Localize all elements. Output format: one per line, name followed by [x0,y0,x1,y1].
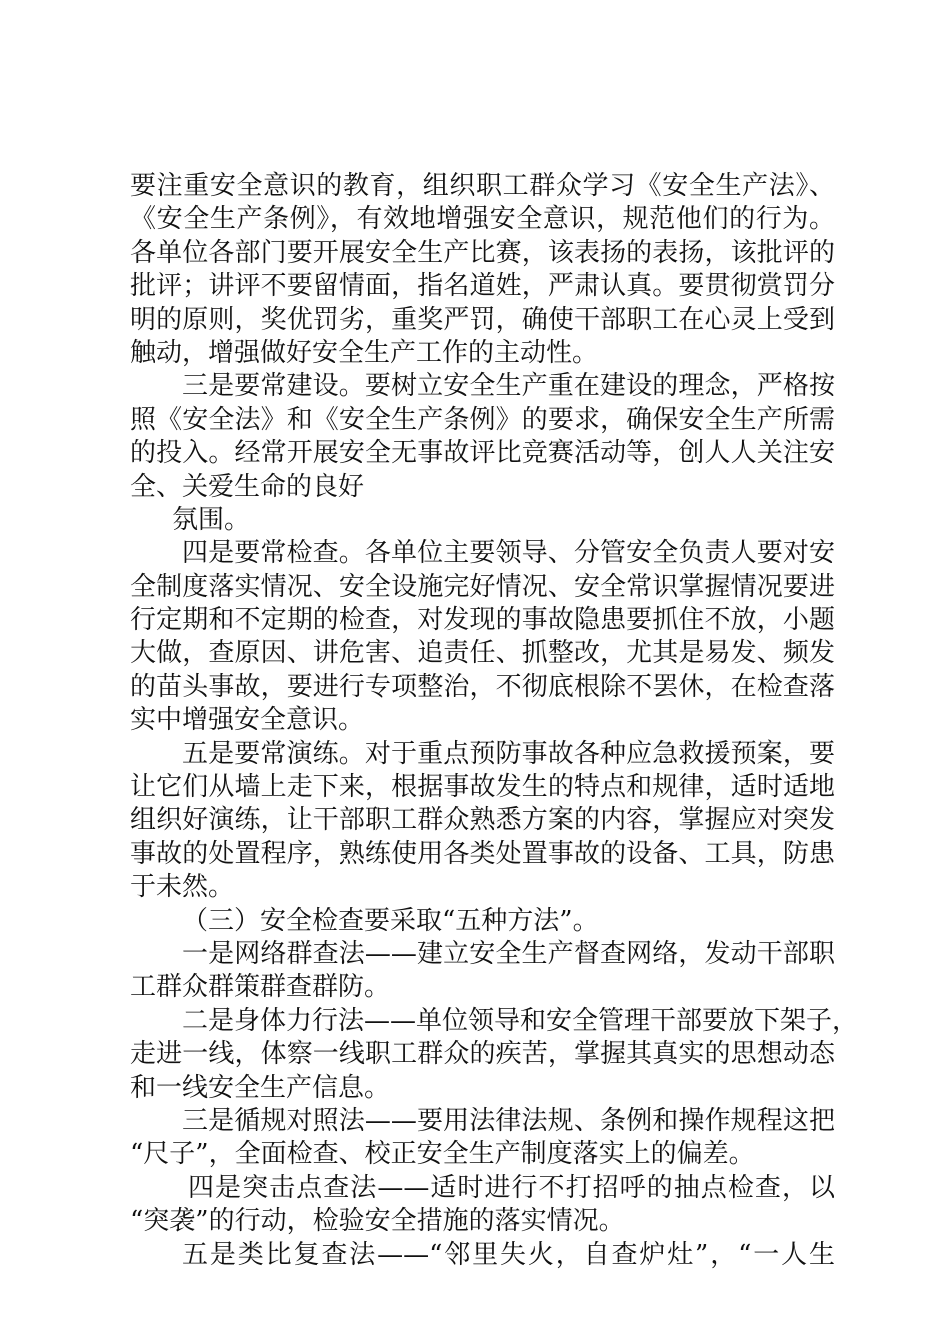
text-line: 三是循规对照法——要用法律法规、条例和操作规程这把 [182,1105,835,1136]
text-line: 走进一线，体察一线职工群众的疾苦，掌握其真实的思想动态 [130,1039,835,1070]
text-line: 四是要常检查。各单位主要领导、分管安全负责人要对安 [182,538,835,569]
text-line: 触动，增强做好安全生产工作的主动性。 [130,337,599,368]
text-line: 全制度落实情况、安全设施完好情况、安全常识掌握情况要进 [130,571,835,602]
text-line: 五是类比复查法——“邻里失火，自查炉灶”，“一人生 [182,1239,835,1270]
text-line: 要注重安全意识的教育，组织职工群众学习《安全生产法》、 [130,171,835,201]
text-line: 行定期和不定期的检查，对发现的事故隐患要抓住不放，小题 [130,605,835,636]
text-line: “尺子”，全面检查、校正安全生产制度落实上的偏差。 [130,1139,755,1170]
text-line: 和一线安全生产信息。 [130,1072,391,1103]
text-line: 让它们从墙上走下来，根据事故发生的特点和规律，适时适地 [130,772,835,803]
text-line: 的投入。经常开展安全无事故评比竞赛活动等，创人人关注安 [130,438,835,469]
text-line: 事故的处置程序，熟练使用各类处置事故的设备、工具，防患 [130,838,835,869]
text-line: 明的原则，奖优罚劣，重奖严罚，确使干部职工在心灵上受到 [130,304,835,335]
text-line: 各单位各部门要开展安全生产比赛，该表扬的表扬，该批评的 [130,237,835,268]
section-heading: （三）安全检查要采取“五种方法”。 [182,905,599,936]
text-line: 工群众群策群查群防。 [130,972,391,1003]
text-line: 于未然。 [130,872,235,903]
text-line: 批评；讲评不要留情面，指名道姓，严肃认真。要贯彻赏罚分 [130,271,835,302]
text-line: 组织好演练，让干部职工群众熟悉方案的内容，掌握应对突发 [130,805,835,836]
body-text [130,170,859,1272]
text-line: 氛围。 [172,504,251,535]
text-line: 全、关爱生命的良好 [130,471,365,502]
text-line: 一是网络群查法——建立安全生产督查网络，发动干部职 [182,938,835,969]
text-line: 五是要常演练。对于重点预防事故各种应急救援预案，要 [182,738,835,769]
text-line: 大做，查原因、讲危害、追责任、抓整改，尤其是易发、频发 [130,638,835,669]
text-line: 的苗头事故，要进行专项整治，不彻底根除不罢休，在检查落 [130,671,835,702]
text-line: 实中增强安全意识。 [130,705,365,736]
text-line: 二是身体力行法——单位领导和安全管理干部要放下架子， [182,1005,859,1036]
text-line: 四是突击点查法——适时进行不打招呼的抽点检查，以 [188,1172,835,1203]
text-line: “突袭”的行动，检验安全措施的落实情况。 [130,1206,625,1237]
text-line: 《安全生产条例》，有效地增强安全意识，规范他们的行为。 [130,204,835,235]
text-line: 照《安全法》和《安全生产条例》的要求，确保安全生产所需 [130,404,835,435]
text-line: 三是要常建设。要树立安全生产重在建设的理念，严格按 [182,371,835,402]
